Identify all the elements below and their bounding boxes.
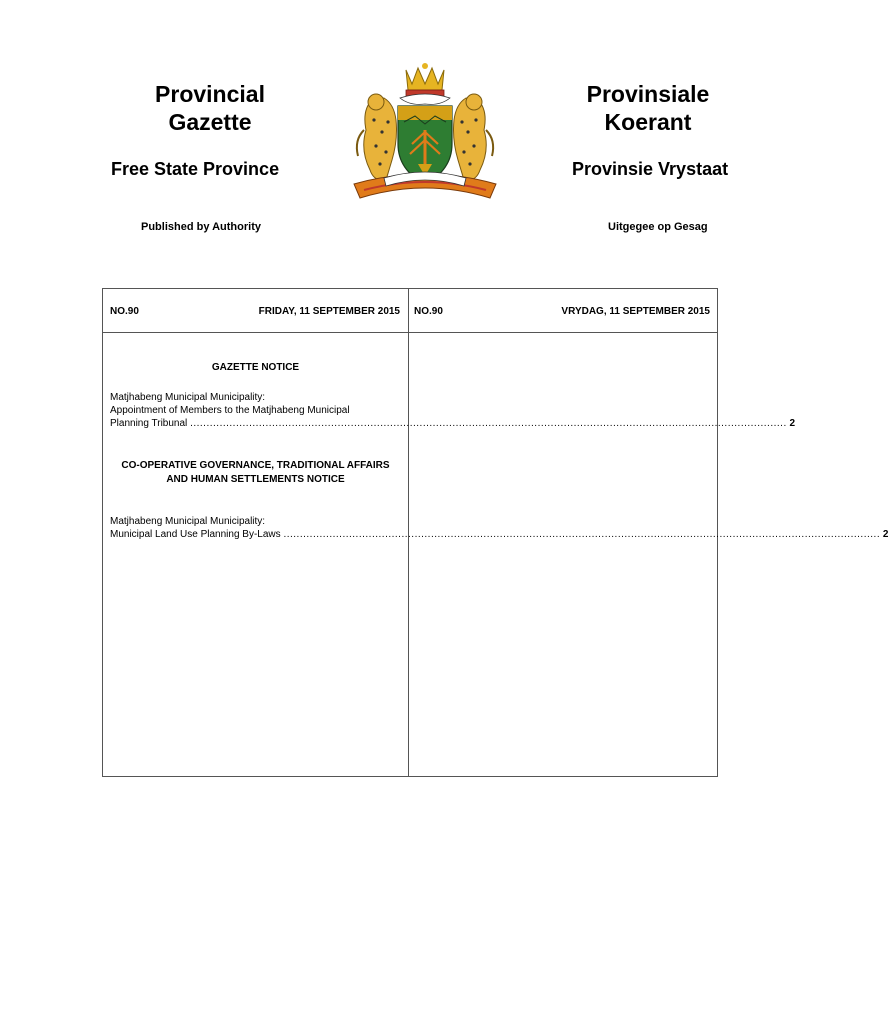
toc-entry-tribunal[interactable] [110, 391, 796, 430]
leopard-left-icon [357, 94, 397, 180]
province-english: Free State Province [111, 159, 280, 179]
issue-date-english: FRIDAY, 11 SEPTEMBER 2015 [258, 306, 400, 317]
title-afrikaans-line-2: Koerant [604, 109, 692, 135]
toc-entry-bylaws[interactable] [110, 515, 888, 541]
section-title-line-1: CO-OPERATIVE GOVERNANCE, TRADITIONAL AFFAIRS [121, 460, 390, 471]
toc-entry-text: Municipal Land Use Planning By-Laws [110, 529, 281, 540]
toc-entry-line: Matjhabeng Municipal Municipality: [110, 392, 266, 403]
issue-number-english: NO.90 [110, 306, 139, 317]
toc-entry-line: Matjhabeng Municipal Municipality: [110, 516, 266, 527]
title-afrikaans-line-1: Provinsiale [586, 81, 710, 107]
province-afrikaans: Provinsie Vrystaat [572, 159, 729, 179]
section-title-gazette-notice: GAZETTE NOTICE [211, 362, 300, 373]
authority-afrikaans: Uitgegee op Gesag [608, 221, 708, 233]
toc-entry-text: Planning Tribunal [110, 418, 188, 429]
title-english-line-2: Gazette [168, 109, 252, 135]
title-english [110, 80, 310, 136]
header-divider [103, 332, 717, 333]
toc-entry-line: Appointment of Members to the Matjhabeng Municipal [110, 405, 350, 416]
toc-leader-dots [190, 418, 787, 429]
toc-entry-last-line [110, 528, 888, 541]
crown-icon [406, 63, 444, 96]
leopard-right-icon [454, 94, 494, 180]
authority-english: Published by Authority [141, 221, 261, 233]
issue-date-afrikaans: VRYDAG, 11 SEPTEMBER 2015 [561, 306, 710, 317]
contents-box [102, 288, 888, 777]
toc-entry-last-line [110, 417, 796, 430]
section-title-line-2: AND HUMAN SETTLEMENTS NOTICE [166, 474, 345, 485]
toc-page-number: 2 [882, 529, 888, 540]
title-afrikaans [548, 80, 748, 136]
toc-page-number: 2 [789, 418, 796, 429]
title-english-line-1: Provincial [155, 81, 265, 107]
toc-leader-dots [283, 529, 880, 540]
coat-of-arms-icon [340, 60, 510, 210]
issue-number-afrikaans: NO.90 [414, 306, 443, 317]
section-title-cogta-notice [103, 459, 408, 487]
